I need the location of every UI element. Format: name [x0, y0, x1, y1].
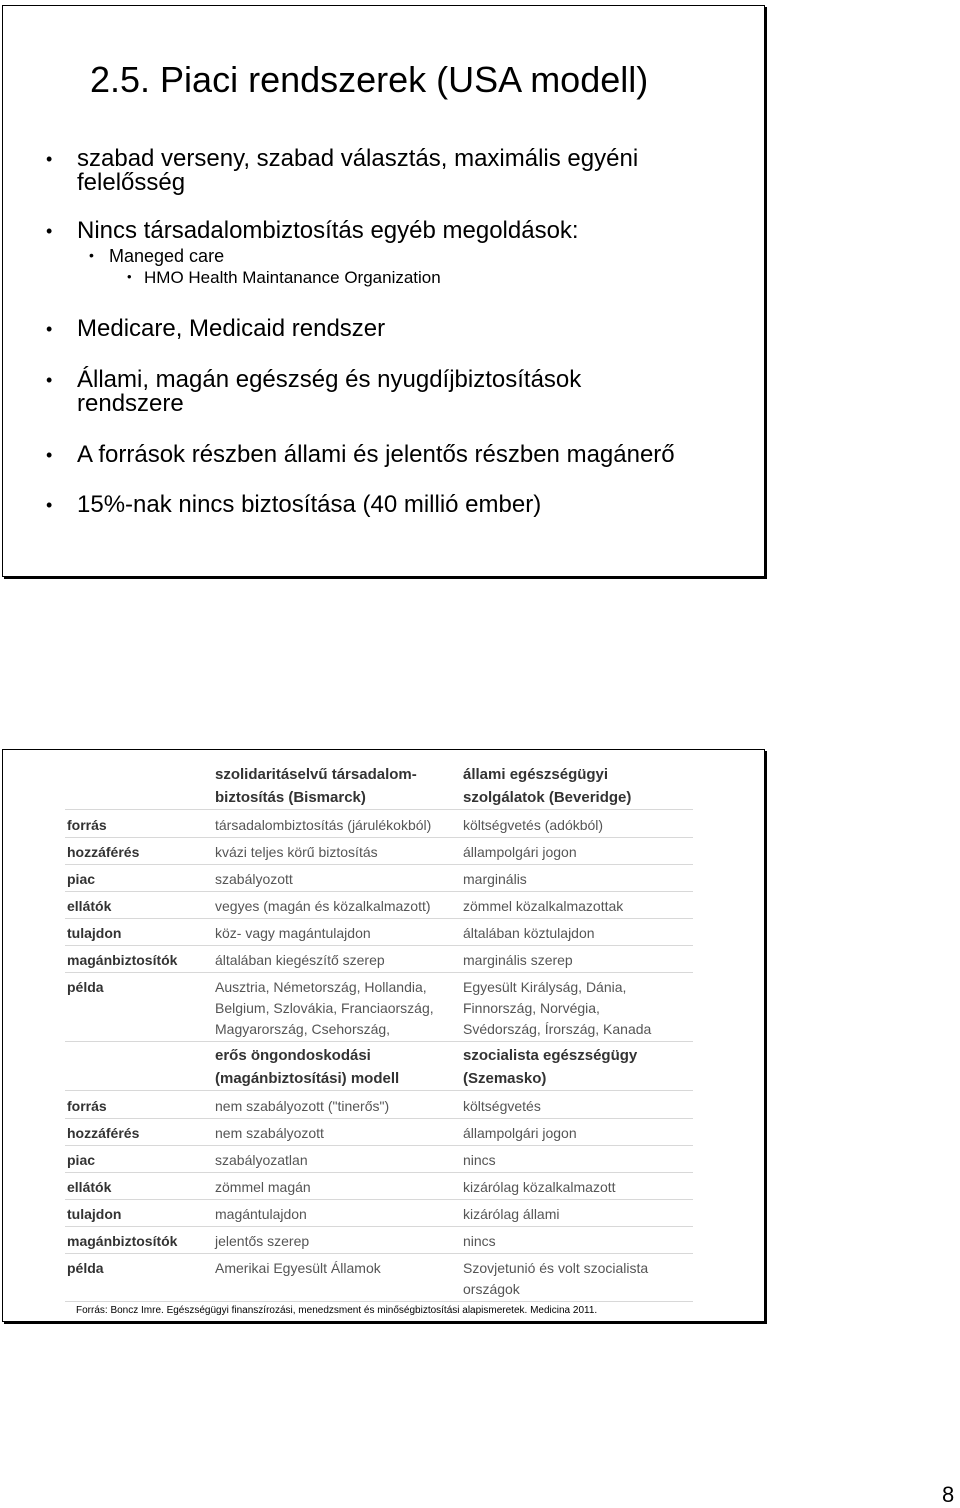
row-label: ellátók: [67, 898, 112, 914]
table-cell: nincs: [463, 1233, 496, 1249]
table-divider: [65, 809, 693, 810]
bullet-line: • Nincs társadalombiztosítás egyéb megoldások:: [77, 217, 579, 244]
slide-market-systems: [2, 5, 765, 577]
table-divider: [65, 1118, 693, 1119]
row-label: forrás: [67, 817, 107, 833]
bullet-medicare: [77, 317, 385, 341]
sub-bullet-hmo: • HMO Health Maintanance Organization: [144, 268, 441, 288]
slide-health-system-models: [2, 749, 765, 1322]
table-cell: zömmel magán: [215, 1179, 311, 1195]
table-cell: költségvetés (adókból): [463, 817, 604, 833]
row-label: tulajdon: [67, 925, 122, 941]
table-divider: [65, 1301, 693, 1302]
bullet-free-competition: [77, 147, 638, 195]
table-cell: nem szabályozott: [215, 1125, 324, 1141]
table-cell: állampolgári jogon: [463, 844, 577, 860]
column-header: szolgálatok (Beveridge): [463, 789, 632, 806]
table-divider: [65, 1041, 693, 1042]
column-header: (magánbiztosítási) modell: [215, 1070, 400, 1087]
table-cell: Finnország, Norvégia,: [463, 1000, 600, 1016]
bullet-line: felelősség: [77, 169, 186, 196]
row-label: hozzáférés: [67, 1125, 140, 1141]
table-divider: [65, 891, 693, 892]
bullet-line: • Állami, magán egészség és nyugdíjbiztosítások: [77, 366, 582, 393]
column-header: állami egészségügyi: [463, 766, 609, 783]
table-cell: szabályozatlan: [215, 1152, 308, 1168]
bullet-funding-sources: [77, 443, 675, 467]
table-cell: társadalombiztosítás (járulékokból): [215, 817, 432, 833]
row-label: példa: [67, 1260, 104, 1276]
table-cell: Egyesült Királyság, Dánia,: [463, 979, 627, 995]
table-cell: költségvetés: [463, 1098, 541, 1114]
table-cell: nincs: [463, 1152, 496, 1168]
table-cell: köz- vagy magántulajdon: [215, 925, 371, 941]
table-divider: [65, 1253, 693, 1254]
table-cell: marginális szerep: [463, 952, 573, 968]
table-cell: országok: [463, 1281, 520, 1297]
bullet-line: • A források részben állami és jelentős részben magánerő: [77, 441, 675, 468]
health-models-table: [65, 758, 695, 1300]
table-cell: Amerikai Egyesült Államok: [215, 1260, 381, 1276]
row-label: piac: [67, 1152, 96, 1168]
table-divider: [65, 837, 693, 838]
row-label: ellátók: [67, 1179, 112, 1195]
source-citation: Forrás: Boncz Imre. Egészségügyi finanszírozási, menedzsment és minőségbiztosítási alapismeretek. Medicina 2011.: [76, 1305, 598, 1316]
table-divider: [65, 1145, 693, 1146]
bullet-no-social-insurance: [77, 219, 579, 243]
table-divider: [65, 864, 693, 865]
table-cell: nem szabályozott ("tinerős"): [215, 1098, 390, 1114]
slide-title: 2.5. Piaci rendszerek (USA modell): [90, 59, 649, 100]
table-divider: [65, 1226, 693, 1227]
table-divider: [65, 1172, 693, 1173]
table-divider: [65, 972, 693, 973]
table-cell: általában kiegészítő szerep: [215, 952, 385, 968]
table-cell: kvázi teljes körű biztosítás: [215, 844, 378, 860]
bullet-line: rendszere: [77, 390, 184, 417]
page-number: 8: [942, 1482, 955, 1507]
column-header: (Szemasko): [463, 1070, 547, 1087]
table-cell: vegyes (magán és közalkalmazott): [215, 898, 431, 914]
column-header: biztosítás (Bismarck): [215, 789, 366, 806]
table-cell: Belgium, Szlovákia, Franciaország,: [215, 1000, 434, 1016]
row-label: piac: [67, 871, 96, 887]
table-cell: Magyarország, Csehország,: [215, 1021, 391, 1037]
bullet-state-private-insurance: [77, 368, 581, 416]
table-cell: marginális: [463, 871, 527, 887]
table-cell: Ausztria, Németország, Hollandia,: [215, 979, 427, 995]
table-divider: [65, 945, 693, 946]
column-header: erős öngondoskodási: [215, 1047, 371, 1064]
sub-bullet-managed-care: • Maneged care: [109, 246, 224, 267]
table-cell: állampolgári jogon: [463, 1125, 577, 1141]
table-cell: magántulajdon: [215, 1206, 307, 1222]
table-divider: [65, 1090, 693, 1091]
table-cell: jelentős szerep: [215, 1233, 310, 1249]
row-label: hozzáférés: [67, 844, 140, 860]
row-label: példa: [67, 979, 104, 995]
bullet-line: • Medicare, Medicaid rendszer: [77, 315, 386, 342]
row-label: magánbiztosítók: [67, 952, 178, 968]
column-header: szocialista egészségügy: [463, 1047, 638, 1064]
table-cell: Szovjetunió és volt szocialista: [463, 1260, 649, 1276]
table-cell: kizárólag közalkalmazott: [463, 1179, 616, 1195]
table-cell: szabályozott: [215, 871, 293, 887]
table-divider: [65, 918, 693, 919]
table-cell: kizárólag állami: [463, 1206, 560, 1222]
row-label: tulajdon: [67, 1206, 122, 1222]
table-divider: [65, 1199, 693, 1200]
bullet-line: • szabad verseny, szabad választás, maximális egyéni: [77, 145, 639, 172]
bullet-uninsured: [77, 493, 541, 517]
table-cell: zömmel közalkalmazottak: [463, 898, 624, 914]
row-label: magánbiztosítók: [67, 1233, 178, 1249]
column-header: szolidaritáselvű társadalom-: [215, 766, 417, 783]
row-label: forrás: [67, 1098, 107, 1114]
table-cell: Svédország, Írország, Kanada: [463, 1021, 652, 1037]
bullet-line: • 15%-nak nincs biztosítása (40 millió ember): [77, 491, 542, 518]
table-cell: általában köztulajdon: [463, 925, 595, 941]
